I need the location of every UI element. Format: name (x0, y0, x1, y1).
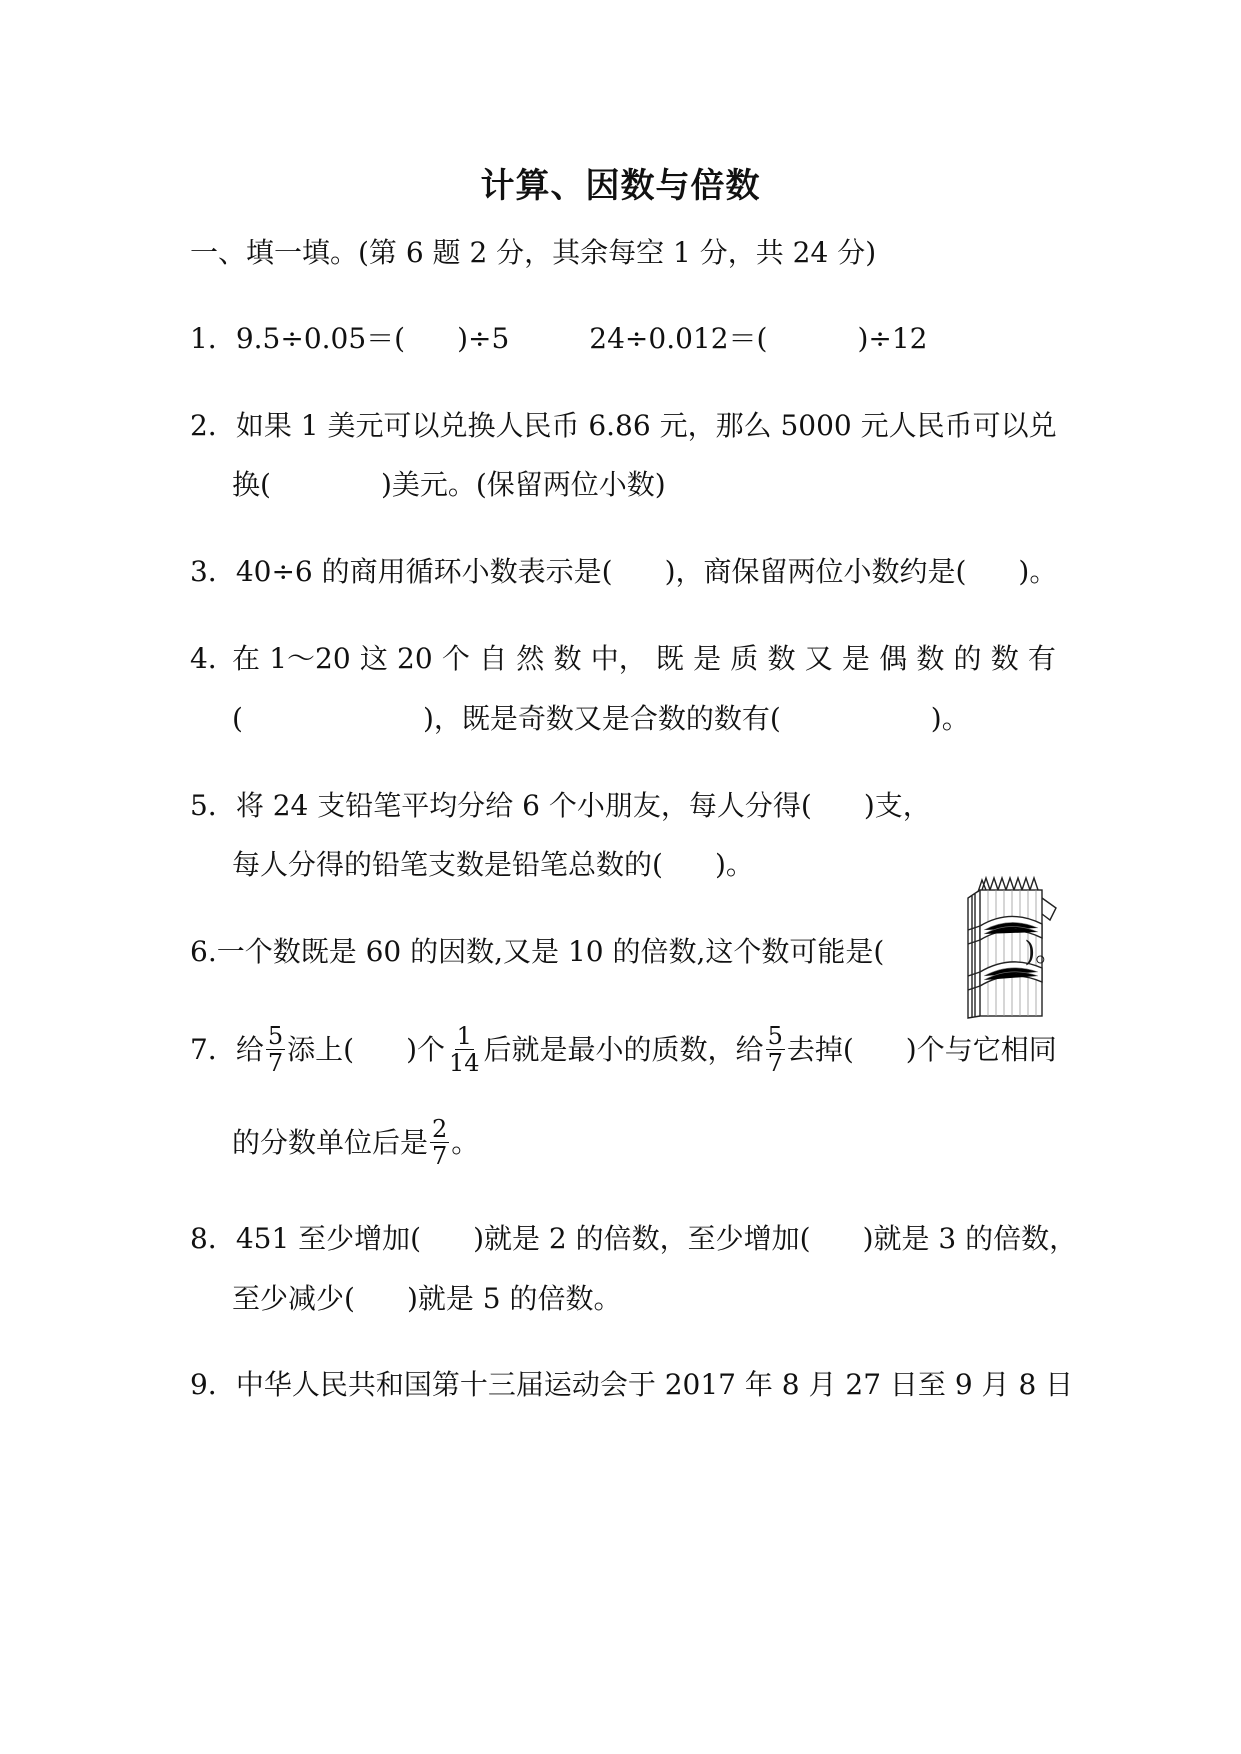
q4-word: 这 (359, 642, 388, 675)
question-number: 4． (190, 642, 236, 675)
denominator: 14 (449, 1049, 480, 1077)
q4-line-1 (232, 642, 1056, 676)
q4-word: 的 (953, 642, 982, 675)
question-2 (190, 409, 1057, 443)
fraction (266, 1023, 285, 1076)
q4-word: 偶 (879, 642, 908, 675)
q4-word: 自 (479, 642, 508, 675)
question-8-continued (232, 1282, 621, 1316)
q4-word: 数 (990, 642, 1019, 675)
q4-word: 质 (730, 642, 759, 675)
q1-expression-b: )÷5 (457, 322, 510, 355)
q4-word: 又 (804, 642, 833, 675)
q4-word: 个 (441, 642, 470, 675)
question-7-continued (232, 1115, 480, 1171)
question-4-continued (232, 702, 970, 736)
q2-line-1: 如果 1 美元可以兑换人民币 6.86 元，那么 5000 元人民币可以兑 (235, 409, 1057, 442)
q5-line-1b: )支， (863, 789, 931, 822)
q7-text: 添上( (287, 1033, 355, 1066)
q1-expression-a: 9.5÷0.05＝( (235, 322, 406, 355)
q3-part-b: )，商保留两位小数约是( (664, 555, 967, 588)
numerator: 1 (456, 1022, 472, 1050)
q4-word: 既 (655, 642, 684, 675)
q8-text: 451 至少增加( (235, 1222, 422, 1255)
q4-word: 中， (590, 642, 647, 675)
q8-text: )就是 5 的倍数。 (406, 1282, 622, 1315)
question-9 (190, 1368, 1073, 1402)
question-number: 6. (190, 935, 217, 968)
question-7 (190, 1022, 1057, 1078)
q5-line-2a: 每人分得的铅笔支数是铅笔总数的( (232, 848, 663, 881)
q4-word: 有 (1027, 642, 1056, 675)
q4-word: 数 (767, 642, 796, 675)
question-3 (190, 555, 1057, 589)
page-title: 计算、因数与倍数 (480, 166, 761, 206)
q7-text: )个与它相同 (905, 1033, 1057, 1066)
q4-word: 在 (232, 642, 261, 675)
q4-word: 数 (916, 642, 945, 675)
q4-word: 然 (516, 642, 545, 675)
q8-text: )就是 3 的倍数， (862, 1222, 1078, 1255)
question-number: 1． (190, 322, 236, 355)
question-number: 5． (190, 789, 236, 822)
q5-line-1a: 将 24 支铅笔平均分给 6 个小朋友，每人分得( (235, 789, 812, 822)
q6-part-b: )。 (1024, 935, 1064, 968)
question-number: 3． (190, 555, 236, 588)
numerator: 2 (432, 1115, 448, 1143)
q1-expression-d: )÷12 (857, 322, 928, 355)
q7-text: 的分数单位后是 (232, 1126, 429, 1159)
q4-word: 数 (553, 642, 582, 675)
q7-text: 。 (451, 1126, 480, 1159)
q7-text: 去掉( (786, 1033, 854, 1066)
question-4 (190, 642, 1056, 676)
q4-line-2b: )，既是奇数又是合数的数有( (422, 702, 781, 735)
section-header: 一、填一填。(第 6 题 2 分，其余每空 1 分，共 24 分) (190, 236, 877, 269)
q7-text: 后就是最小的质数，给 (483, 1033, 764, 1066)
q4-word: 20 (397, 642, 433, 675)
question-number: 9． (190, 1368, 236, 1401)
q1-expression-c: 24÷0.012＝( (589, 322, 768, 355)
denominator: 7 (432, 1142, 448, 1170)
q4-word: 1～20 (269, 642, 351, 675)
q9-text: 中华人民共和国第十三届运动会于 2017 年 8 月 27 日至 9 月 8 日 (235, 1368, 1074, 1401)
q5-line-2b: )。 (714, 848, 754, 881)
question-number: 8． (190, 1222, 236, 1255)
question-1 (190, 322, 928, 356)
q2-line-2b: )美元。(保留两位小数) (380, 468, 666, 501)
q4-line-2a: ( (232, 702, 243, 735)
q2-line-2a: 换( (232, 468, 271, 501)
fraction (447, 1023, 482, 1076)
q8-text: )就是 2 的倍数，至少增加( (473, 1222, 811, 1255)
fraction (766, 1023, 785, 1076)
numerator: 5 (767, 1022, 783, 1050)
q6-part-a: 一个数既是 60 的因数,又是 10 的倍数,这个数可能是( (216, 935, 885, 968)
question-number: 7． (190, 1033, 236, 1066)
question-6 (190, 935, 1063, 969)
q7-text: )个 (406, 1033, 445, 1066)
numerator: 5 (267, 1022, 284, 1050)
q3-part-c: )。 (1018, 555, 1058, 588)
question-number: 2． (190, 409, 236, 442)
q4-word: 是 (841, 642, 870, 675)
denominator: 7 (767, 1049, 783, 1077)
question-5-continued (232, 848, 754, 882)
fraction (430, 1116, 449, 1169)
q4-line-2c: )。 (930, 702, 970, 735)
question-8 (190, 1222, 1077, 1256)
question-2-continued (232, 468, 666, 502)
q8-text: 至少减少( (232, 1282, 355, 1315)
q4-word: 是 (693, 642, 722, 675)
question-5 (190, 789, 931, 823)
q3-part-a: 40÷6 的商用循环小数表示是( (235, 555, 613, 588)
q7-text: 给 (235, 1033, 264, 1066)
denominator: 7 (267, 1049, 284, 1077)
